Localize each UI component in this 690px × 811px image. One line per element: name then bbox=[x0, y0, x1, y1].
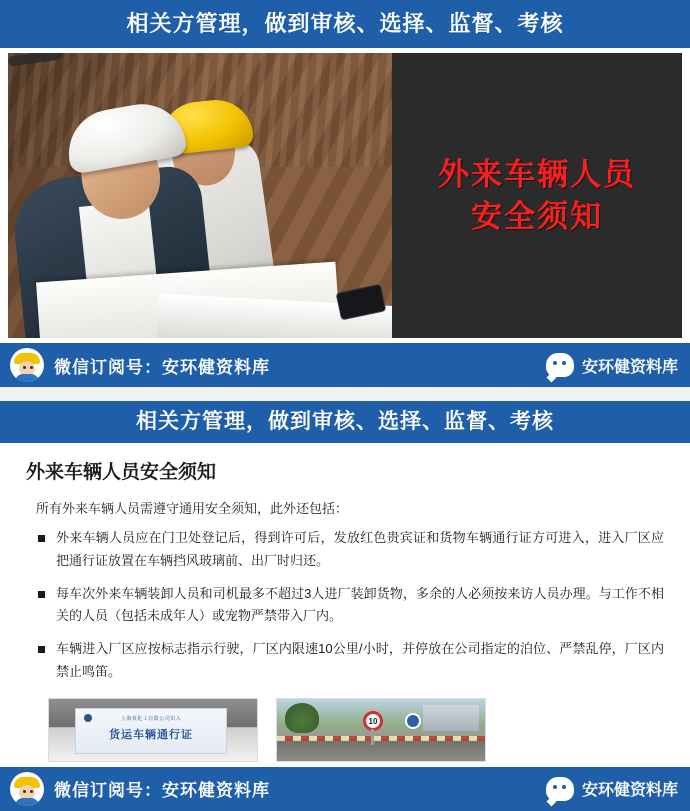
avatar-body bbox=[15, 374, 39, 382]
slide-top-banner: 相关方管理，做到审核、选择、监督、考核 bbox=[0, 0, 690, 48]
photo-thumbnails bbox=[0, 694, 690, 762]
wechat-dot-left bbox=[553, 361, 557, 365]
slide-top-footer bbox=[0, 343, 690, 387]
hero-title-line-1: 外来车辆人员 bbox=[438, 156, 637, 192]
hero-title-panel bbox=[392, 53, 682, 338]
slide-bottom bbox=[0, 401, 690, 811]
hero-block bbox=[8, 53, 682, 338]
road-shape bbox=[277, 739, 485, 760]
wechat-icon bbox=[546, 353, 574, 377]
wechat-dot-right bbox=[562, 785, 566, 789]
wechat-dot-left bbox=[553, 785, 557, 789]
pass-card-subtitle: 上海某化工有限公司出入 bbox=[120, 715, 182, 722]
lead-paragraph: 所有外来车辆人员需遵守通用安全须知，此外还包括： bbox=[36, 501, 349, 516]
slide-divider bbox=[0, 387, 690, 401]
slide-top bbox=[0, 0, 690, 387]
avatar-eye-right bbox=[30, 366, 33, 369]
footer-brand-text: 安环健资料库 bbox=[581, 782, 678, 799]
avatar bbox=[10, 772, 44, 806]
list-item: 外来车辆人员应在门卫处登记后，得到许可后，发放红色贵宾证和货物车辆通行证方可进入，进入厂区应把通行证放置在车辆挡风玻璃前、出厂时归还。 bbox=[36, 527, 664, 573]
slide-bottom-footer bbox=[0, 767, 690, 811]
rules-list bbox=[26, 527, 664, 684]
wechat-icon bbox=[546, 777, 574, 801]
thumbnail-vehicle-pass bbox=[48, 698, 258, 762]
page-title: 外来车辆人员安全须知 bbox=[26, 462, 217, 483]
footer-brand bbox=[546, 353, 678, 377]
avatar-eye-right bbox=[30, 790, 33, 793]
footer-subscription-text: 微信订阅号：安环健资料库 bbox=[54, 357, 270, 377]
list-item: 每车次外来车辆装卸人员和司机最多不超过3人进厂装卸货物，多余的人必须按来访人员办理。与工作不相关的人员（包括未成年人）或宠物严禁带入厂内。 bbox=[36, 583, 664, 629]
content-body bbox=[0, 443, 690, 684]
slide-bottom-banner: 相关方管理，做到审核、选择、监督、考核 bbox=[0, 401, 690, 443]
company-logo-icon bbox=[84, 714, 92, 722]
avatar-eye-left bbox=[23, 790, 26, 793]
building-shape bbox=[423, 705, 479, 731]
vehicle-pass-card bbox=[75, 708, 227, 754]
blue-road-sign-icon bbox=[405, 713, 421, 729]
thumbnail-factory-road bbox=[276, 698, 486, 762]
avatar bbox=[10, 348, 44, 382]
speed-limit-sign-icon: 10 bbox=[363, 711, 383, 731]
tree-shape bbox=[285, 703, 319, 733]
avatar-eye-left bbox=[23, 366, 26, 369]
avatar-body bbox=[15, 798, 39, 806]
curb-stripes bbox=[277, 736, 485, 741]
list-item: 车辆进入厂区应按标志指示行驶，厂区内限速10公里/小时，并停放在公司指定的泊位、严禁乱停，厂区内禁止鸣笛。 bbox=[36, 638, 664, 684]
sign-pole bbox=[371, 729, 374, 745]
pass-card-title: 货运车辆通行证 bbox=[109, 728, 193, 741]
footer-brand-text: 安环健资料库 bbox=[581, 358, 678, 376]
hero-photo bbox=[8, 53, 392, 338]
hero-title-line-2: 安全须知 bbox=[471, 198, 604, 234]
footer-brand bbox=[546, 777, 678, 801]
wechat-dot-right bbox=[562, 361, 566, 365]
footer-subscription-text: 微信订阅号：安环健资料库 bbox=[54, 781, 270, 800]
